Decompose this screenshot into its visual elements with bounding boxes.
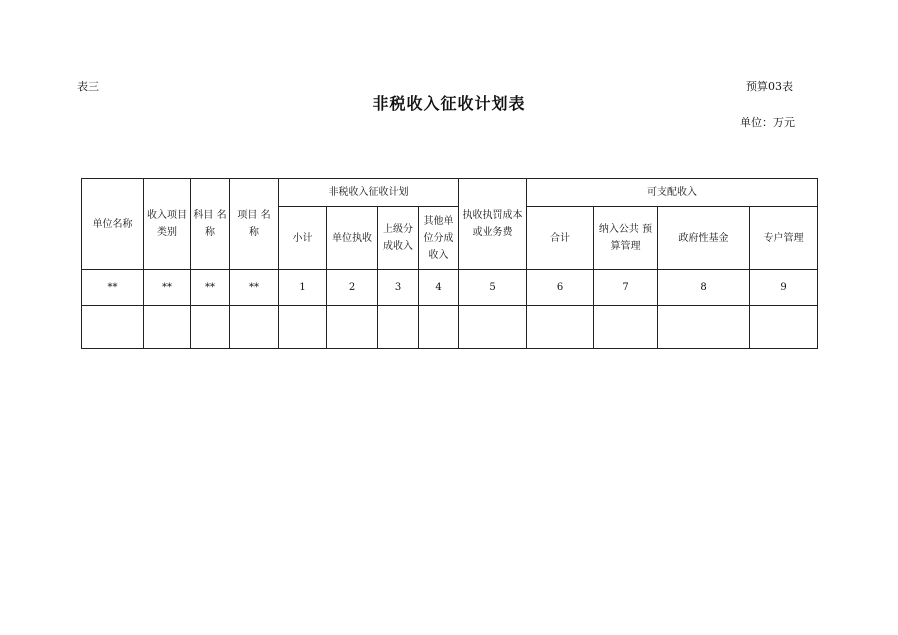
header-collection-cost-line1: 执收执罚成本 xyxy=(462,210,523,221)
index-cell: 2 xyxy=(327,270,378,306)
header-superior-share-line1: 上级分 xyxy=(383,224,413,235)
data-cell xyxy=(378,306,419,349)
header-income-type-line2: 类别 xyxy=(157,227,177,238)
index-cell: 1 xyxy=(279,270,327,306)
index-cell: 4 xyxy=(419,270,459,306)
header-income-type xyxy=(144,179,191,270)
header-special-account: 专户管理 xyxy=(750,207,818,270)
header-group-disposable-income: 可支配收入 xyxy=(527,179,818,207)
header-total: 合计 xyxy=(527,207,594,270)
data-cell xyxy=(459,306,527,349)
header-collection-cost xyxy=(459,179,527,270)
data-cell xyxy=(527,306,594,349)
index-cell: 5 xyxy=(459,270,527,306)
non-tax-revenue-table xyxy=(81,178,818,349)
header-government-fund: 政府性基金 xyxy=(658,207,750,270)
data-cell xyxy=(419,306,459,349)
index-cell: 9 xyxy=(750,270,818,306)
data-row-empty xyxy=(82,306,818,349)
data-cell xyxy=(230,306,279,349)
data-cell xyxy=(750,306,818,349)
data-cell xyxy=(144,306,191,349)
header-item-name xyxy=(230,179,279,270)
data-cell xyxy=(327,306,378,349)
header-subject-name-line1: 科目 名 xyxy=(193,210,227,221)
index-cell: ** xyxy=(144,270,191,306)
data-cell xyxy=(82,306,144,349)
unit-label: 单位：万元 xyxy=(740,116,795,129)
table-number-label: 表三 xyxy=(77,80,99,93)
header-superior-share xyxy=(378,207,419,270)
header-public-budget xyxy=(594,207,658,270)
header-group-collection-plan: 非税收入征收计划 xyxy=(279,179,459,207)
header-other-share-line1: 其他单 xyxy=(423,215,454,227)
index-cell: ** xyxy=(191,270,230,306)
data-cell xyxy=(594,306,658,349)
header-other-share xyxy=(419,207,459,270)
index-cell: ** xyxy=(230,270,279,306)
index-row xyxy=(82,270,818,306)
header-item-name-line1: 项目 名 xyxy=(237,210,271,221)
header-subtotal: 小计 xyxy=(279,207,327,270)
data-cell xyxy=(658,306,750,349)
index-cell: 6 xyxy=(527,270,594,306)
header-unit-name: 单位名称 xyxy=(82,179,144,270)
header-public-budget-line2: 算管理 xyxy=(610,241,641,252)
header-income-type-line1: 收入项目 xyxy=(147,210,187,221)
header-superior-share-line2: 成收入 xyxy=(383,241,413,252)
index-cell: 3 xyxy=(378,270,419,306)
budget-code-label: 预算03表 xyxy=(746,80,793,93)
header-row-1 xyxy=(82,179,818,207)
document-title: 非税收入征收计划表 xyxy=(372,94,526,113)
header-other-share-line2: 位分成 xyxy=(423,232,454,244)
index-cell: ** xyxy=(82,270,144,306)
header-subject-name xyxy=(191,179,230,270)
header-other-share-line3: 收入 xyxy=(428,249,449,261)
index-cell: 7 xyxy=(594,270,658,306)
header-unit-collection: 单位执收 xyxy=(327,207,378,270)
header-subject-name-line2: 称 xyxy=(205,227,215,238)
data-cell xyxy=(279,306,327,349)
header-public-budget-line1: 纳入公共 预 xyxy=(598,224,653,235)
index-cell: 8 xyxy=(658,270,750,306)
data-cell xyxy=(191,306,230,349)
header-collection-cost-line2: 或业务费 xyxy=(472,227,513,238)
header-item-name-line2: 称 xyxy=(249,227,259,238)
